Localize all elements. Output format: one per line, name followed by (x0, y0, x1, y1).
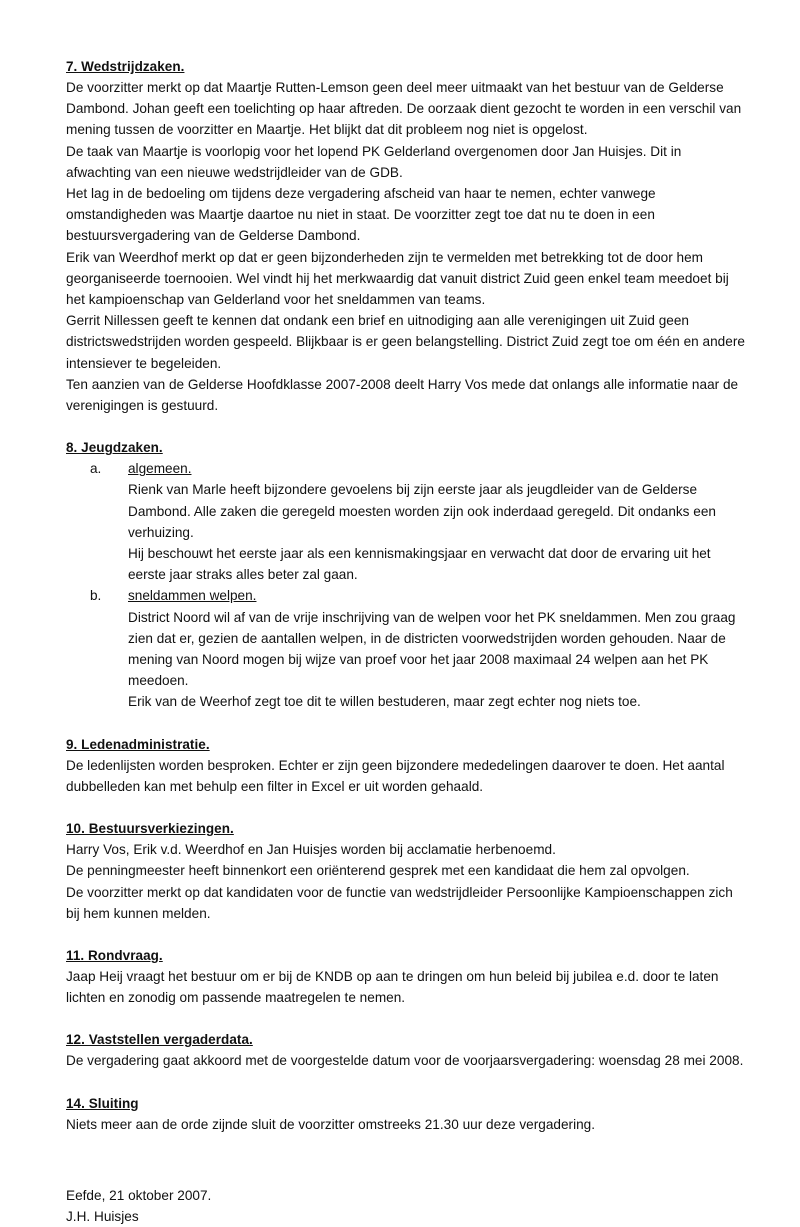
section-heading-wrap (66, 1093, 746, 1114)
section-wedstrijdzaken (66, 56, 746, 416)
section-heading: 11. Rondvraag. (66, 947, 163, 963)
list-marker: b. (90, 588, 102, 604)
paragraph: Erik van de Weerhof zegt toe dit te willen bestuderen, maar zegt echter nog niets toe. (128, 694, 641, 710)
list-item (66, 585, 746, 712)
document-body (66, 56, 746, 1227)
list-item (66, 458, 746, 585)
section-heading-wrap (66, 56, 746, 77)
section-heading-wrap (66, 1029, 746, 1050)
signoff-signer: J.H. Huisjes (66, 1208, 139, 1224)
section-bestuursverkiezingen (66, 818, 746, 924)
section-heading-wrap (66, 945, 746, 966)
section-heading-wrap (66, 437, 746, 458)
paragraph: Ten aanzien van de Gelderse Hoofdklasse 2007-2008 deelt Harry Vos mede dat onlangs alle informatie naar de verenigingen is gestuurd. (66, 376, 739, 414)
paragraph: Jaap Heij vraagt het bestuur om er bij de KNDB op aan te dringen om hun beleid bij jubilea e.d. door te laten lichten en zonodig om passende maatregelen te nemen. (66, 968, 719, 1006)
section-heading-wrap (66, 734, 746, 755)
section-heading: 9. Ledenadministratie. (66, 736, 210, 752)
paragraph: District Noord wil af van de vrije inschrijving van de welpen voor het PK sneldammen. Men zou graag zien dat er, gezien de aantallen welpen, in de districten voorwedstrijden worden gehouden. Naar de mening van Noord mogen bij wijze van proef voor het jaar 2008 maximaal 24 welpen aan het PK meedoen. (128, 609, 736, 689)
paragraph: De ledenlijsten worden besproken. Echter er zijn geen bijzondere mededelingen daarover te doen. Het aantal dubbelleden kan met behulp een filter in Excel er uit worden gehaald. (66, 757, 725, 794)
paragraph: Harry Vos, Erik v.d. Weerdhof en Jan Huisjes worden bij acclamatie herbenoemd. (66, 842, 556, 858)
signoff-place-date: Eefde, 21 oktober 2007. (66, 1187, 212, 1203)
section-jeugdzaken (66, 437, 746, 712)
section-sluiting (66, 1093, 746, 1135)
paragraph: Hij beschouwt het eerste jaar als een kennismakingsjaar en verwacht dat door de ervaring uit het eerste jaar straks alles beter zal gaan. (128, 546, 711, 583)
section-heading-wrap (66, 818, 746, 839)
paragraph: Rienk van Marle heeft bijzondere gevoelens bij zijn eerste jaar als jeugdleider van de Gelderse Dambond. Alle zaken die geregeld moesten worden zijn ook inderdaad geregeld. Dit ondanks een verhuizing. (128, 482, 716, 540)
list-item-title: sneldammen welpen. (128, 588, 257, 604)
lettered-list (66, 458, 746, 712)
section-heading: 14. Sluiting (66, 1095, 139, 1111)
paragraph: Het lag in de bedoeling om tijdens deze vergadering afscheid van haar te nemen, echter vanwege omstandigheden was Maartje daartoe nu niet in staat. De voorzitter zegt toe dat nu te doen in een bestuursvergadering van de Gelderse Dambond. (66, 186, 656, 244)
paragraph: Gerrit Nillessen geeft te kennen dat ondank een brief en uitnodiging aan alle verenigingen uit Zuid geen districtswedstrijden worden gespeeld. Blijkbaar is er geen belangstelling. District Zuid zegt toe om één en andere intensiever te begeleiden. (66, 313, 745, 371)
section-ledenadministratie (66, 734, 746, 797)
signoff-block (66, 1185, 746, 1227)
paragraph: De penningmeester heeft binnenkort een oriënterend gesprek met een kandidaat die hem zal opvolgen. (66, 863, 690, 879)
paragraph: De voorzitter merkt op dat Maartje Rutten-Lemson geen deel meer uitmaakt van het bestuur van de Gelderse Dambond. Johan geeft een toelichting op haar aftreden. De oorzaak dient gezocht te worden in een verschil van mening tussen de voorzitter en Maartje. Het blijkt dat dit probleem nog niet is opgelost. (66, 80, 742, 138)
list-marker: a. (90, 461, 102, 477)
section-rondvraag (66, 945, 746, 1008)
section-heading: 7. Wedstrijdzaken. (66, 59, 185, 74)
section-heading: 10. Bestuursverkiezingen. (66, 821, 234, 837)
paragraph: De voorzitter merkt op dat kandidaten voor de functie van wedstrijdleider Persoonlijke Kampioenschappen zich bij hem kunnen melden. (66, 884, 733, 921)
paragraph: De taak van Maartje is voorlopig voor het lopend PK Gelderland overgenomen door Jan Huisjes. Dit in afwachting van een nieuwe wedstrijdleider van de GDB. (66, 143, 682, 180)
paragraph: Niets meer aan de orde zijnde sluit de voorzitter omstreeks 21.30 uur deze vergadering. (66, 1116, 596, 1132)
section-heading: 8. Jeugdzaken. (66, 440, 163, 456)
section-heading: 12. Vaststellen vergaderdata. (66, 1032, 253, 1048)
section-vaststellen-vergaderdata (66, 1029, 746, 1071)
paragraph: De vergadering gaat akkoord met de voorgestelde datum voor de voorjaarsvergadering: woensdag 28 mei 2008. (66, 1053, 744, 1069)
list-item-title: algemeen. (128, 461, 192, 477)
paragraph: Erik van Weerdhof merkt op dat er geen bijzonderheden zijn te vermelden met betrekking tot de door hem georganiseerde toernooien. Wel vindt hij het merkwaardig dat vanuit district Zuid geen enkel team meedoet bij het kampioenschap van Gelderland voor het sneldammen van teams. (66, 249, 729, 308)
